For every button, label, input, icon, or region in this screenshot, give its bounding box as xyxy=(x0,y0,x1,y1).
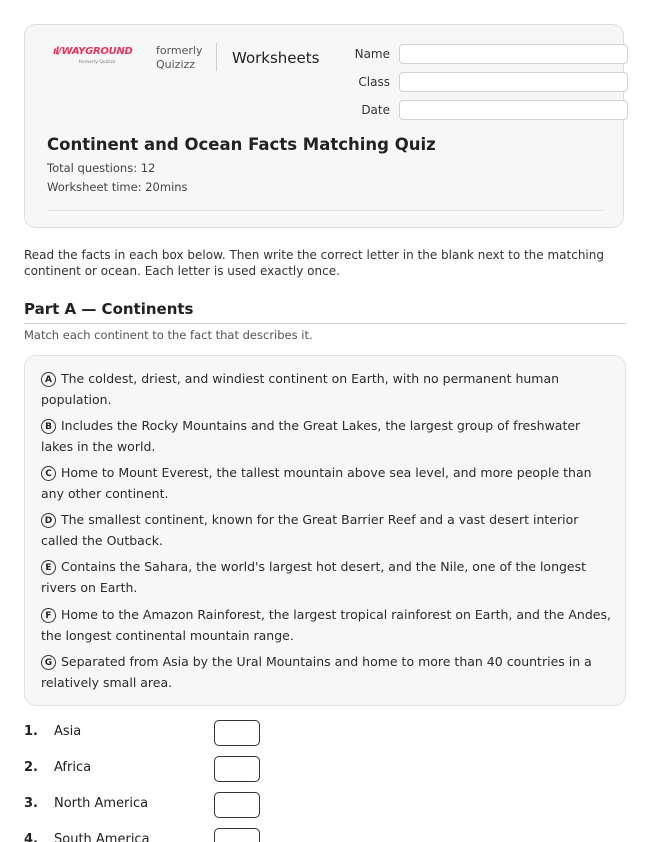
fact-item: D The smallest continent, known for the Great Barrier Reef and a vast desert interior called the Outback. xyxy=(41,512,579,548)
question-number: 3. xyxy=(24,796,38,811)
total-questions: Total questions: 12 xyxy=(47,161,156,175)
question-row xyxy=(24,792,284,818)
facts-box xyxy=(24,355,626,706)
letter-badge: G xyxy=(41,655,56,670)
question-row xyxy=(24,720,284,746)
answer-box[interactable] xyxy=(214,828,260,842)
question-text: Asia xyxy=(54,724,82,739)
question-number: 1. xyxy=(24,724,38,739)
date-label: Date xyxy=(361,103,390,117)
fact-item: C Home to Mount Everest, the tallest mountain above sea level, and more people than any other continent. xyxy=(41,465,592,501)
class-field[interactable] xyxy=(399,72,628,92)
part-a-subtitle: Match each continent to the fact that describes it. xyxy=(24,328,313,342)
fact-item: F Home to the Amazon Rainforest, the largest tropical rainforest on Earth, and the Andes, the longest continental mountain range. xyxy=(41,607,611,643)
fact-item: G Separated from Asia by the Ural Mountains and home to more than 40 countries in a relatively small area. xyxy=(41,654,592,690)
part-a-title: Part A — Continents xyxy=(24,300,194,318)
header-rule xyxy=(47,210,603,211)
fact-item: E Contains the Sahara, the world's largest hot desert, and the Nile, one of the longest rivers on Earth. xyxy=(41,559,587,595)
part-a-rule xyxy=(24,323,626,324)
question-number: 2. xyxy=(24,760,38,775)
fact-item: A The coldest, driest, and windiest continent on Earth, with no permanent human population. xyxy=(41,371,560,407)
letter-badge: F xyxy=(41,608,56,623)
question-row xyxy=(24,756,284,782)
question-text: North America xyxy=(54,796,149,811)
question-text: Africa xyxy=(54,760,92,775)
wayground-logo xyxy=(53,46,141,65)
fact-item: B Includes the Rocky Mountains and the Great Lakes, the largest group of freshwater lakes in the world. xyxy=(41,418,581,454)
question-row xyxy=(24,828,284,842)
date-field[interactable] xyxy=(399,100,628,120)
letter-badge: B xyxy=(41,419,56,434)
quiz-title: Continent and Ocean Facts Matching Quiz xyxy=(47,135,436,154)
letter-badge: D xyxy=(41,513,56,528)
question-text: South America xyxy=(54,832,150,842)
instructions: Read the facts in each box below. Then write the correct letter in the blank next to the matching continent or ocean. Each letter is used exactly once. xyxy=(24,248,604,278)
worksheet-header xyxy=(24,24,624,228)
worksheet-time: Worksheet time: 20mins xyxy=(47,180,188,194)
letter-badge: C xyxy=(41,466,56,481)
logo-text: WAYGROUND xyxy=(61,46,133,57)
class-label: Class xyxy=(358,75,390,89)
answer-box[interactable] xyxy=(214,792,260,818)
answer-box[interactable] xyxy=(214,756,260,782)
logo-bars-icon: ıl/ xyxy=(53,46,61,57)
name-field[interactable] xyxy=(399,44,628,64)
letter-badge: E xyxy=(41,560,56,575)
formerly-quizizz: formerly Quizizz xyxy=(156,44,203,71)
letter-badge: A xyxy=(41,372,56,387)
worksheets-label: Worksheets xyxy=(232,49,320,67)
name-label: Name xyxy=(354,47,390,61)
header-divider xyxy=(216,43,217,71)
answer-box[interactable] xyxy=(214,720,260,746)
logo-subtext: formerly Quizizz xyxy=(78,60,116,65)
question-number: 4. xyxy=(24,832,38,842)
